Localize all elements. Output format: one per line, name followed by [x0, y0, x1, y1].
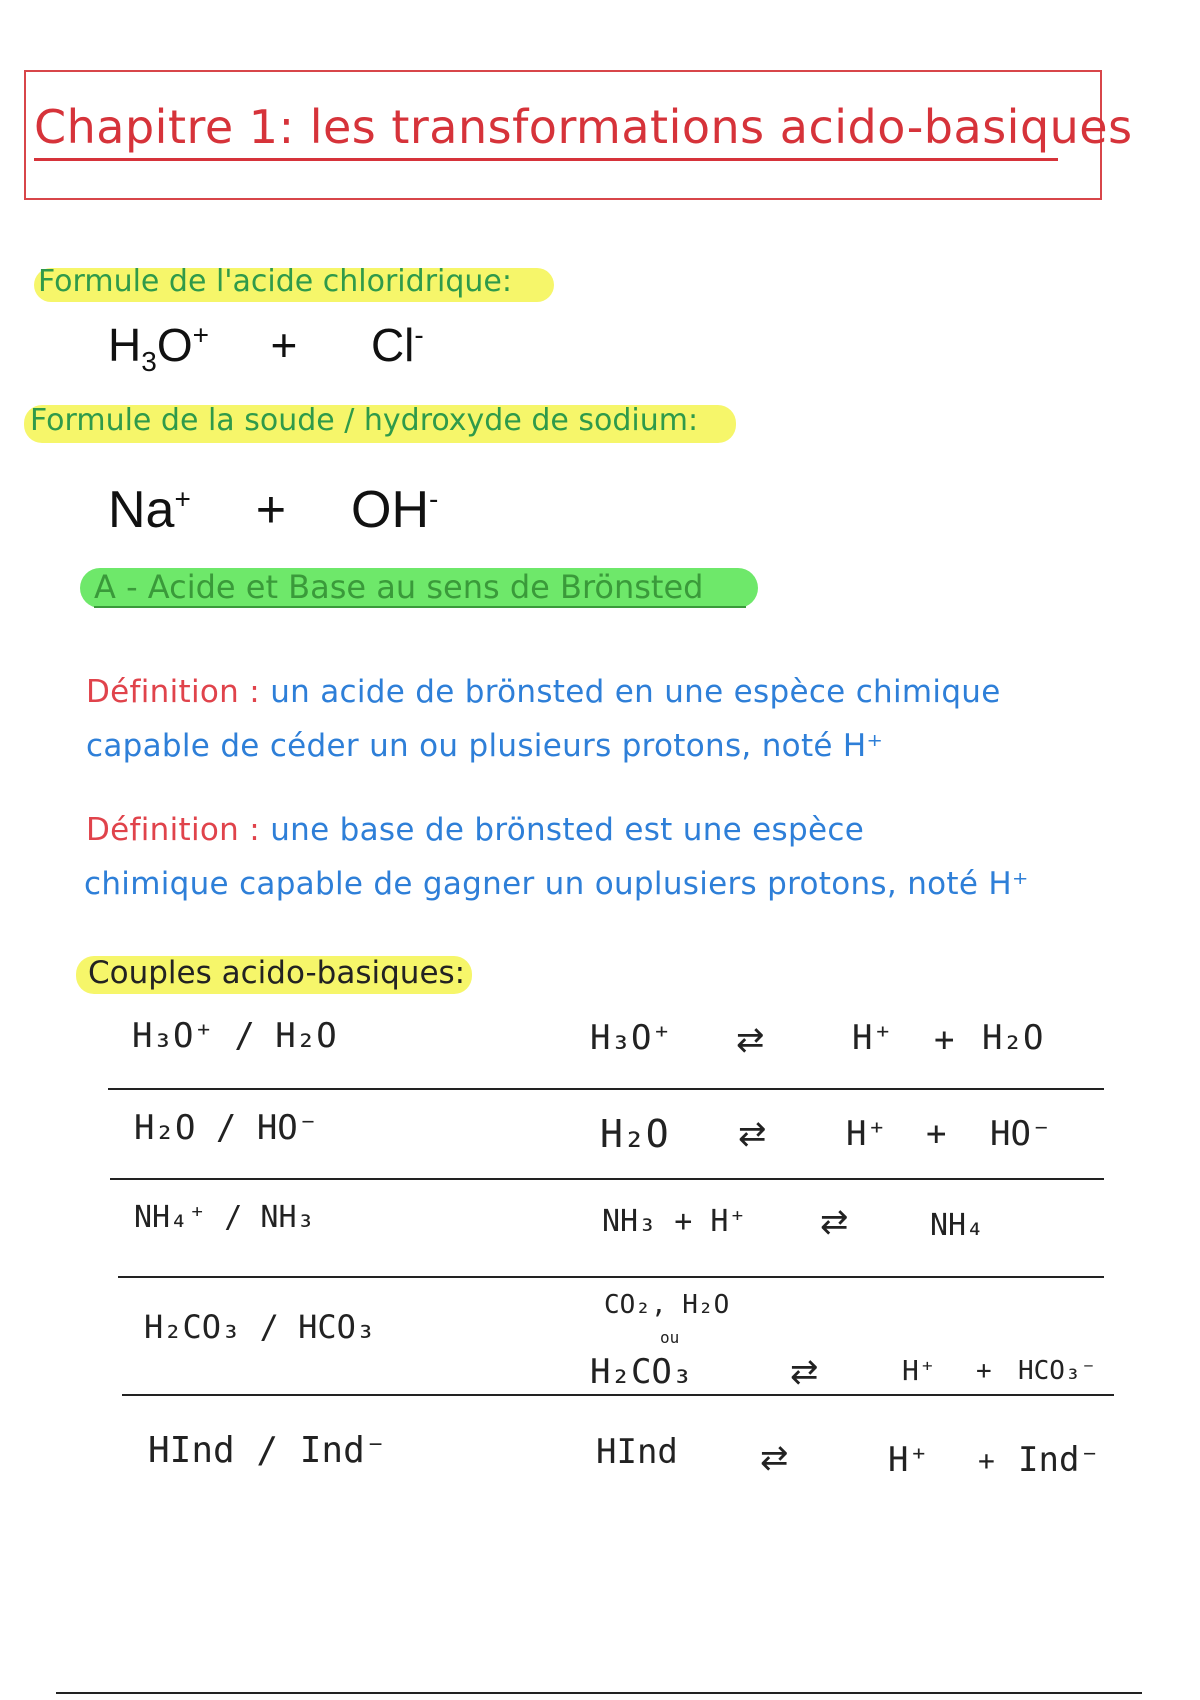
section-a-underline: [94, 606, 746, 608]
row-divider-1: [108, 1088, 1104, 1090]
couple-2: H₂O / HO⁻: [134, 1108, 319, 1148]
equilibrium-arrow-icon: ⇄: [820, 1202, 849, 1242]
soude-ion2: OH: [351, 481, 430, 539]
reaction-4-left-or: ou: [660, 1328, 680, 1347]
reaction-2-right-1: H⁺: [846, 1114, 887, 1154]
reaction-1-left: H₃O⁺: [590, 1018, 672, 1058]
definition-1-sep: :: [249, 674, 261, 710]
reaction-3-left: NH₃ + H⁺: [602, 1204, 747, 1239]
section-a-heading: A - Acide et Base au sens de Brönsted: [94, 568, 704, 606]
definition-2-label: Définition: [86, 812, 240, 848]
reaction-5-plus: +: [978, 1444, 995, 1477]
reaction-4-plus: +: [976, 1356, 992, 1386]
equilibrium-arrow-icon: ⇄: [736, 1020, 765, 1060]
row-divider-2: [110, 1178, 1104, 1180]
definition-2-sep: :: [249, 812, 261, 848]
equilibrium-arrow-icon: ⇄: [790, 1352, 819, 1392]
reaction-5-right-2: Ind⁻: [1018, 1440, 1100, 1480]
reaction-5-left: HInd: [596, 1432, 678, 1472]
row-divider-4: [122, 1394, 1114, 1396]
reaction-4-right-1: H⁺: [902, 1354, 936, 1387]
soude-plus: +: [255, 481, 287, 539]
reaction-4-left-top: CO₂, H₂O: [604, 1290, 730, 1320]
hcl-ion1-sub: 3: [141, 346, 157, 378]
hcl-ion1-sup: +: [192, 319, 209, 351]
title-underline: [34, 158, 1058, 161]
couple-1: H₃O⁺ / H₂O: [132, 1016, 337, 1056]
soude-formula: [108, 480, 438, 540]
definition-1-text-1: un acide de brönsted en une espèce chimique: [270, 674, 1001, 710]
page-bottom-rule: [56, 1692, 1142, 1694]
equilibrium-arrow-icon: ⇄: [760, 1438, 789, 1478]
reaction-3-right-1: NH₄: [930, 1208, 985, 1243]
couple-5: HInd / Ind⁻: [148, 1430, 387, 1471]
equilibrium-arrow-icon: ⇄: [738, 1114, 767, 1154]
hcl-formula: [108, 318, 424, 378]
hcl-label: Formule de l'acide chloridrique:: [38, 264, 512, 299]
definition-1-text-2: capable de céder un ou plusieurs protons, noté H⁺: [86, 728, 884, 764]
soude-ion1-sup: +: [174, 483, 191, 515]
reaction-4-left: H₂CO₃: [590, 1352, 693, 1392]
definition-1-line-1: [86, 674, 1001, 710]
soude-label: Formule de la soude / hydroxyde de sodium:: [30, 403, 699, 438]
hcl-plus: +: [270, 319, 298, 371]
definition-2-line-1: [86, 812, 864, 848]
definition-1-label: Définition: [86, 674, 240, 710]
reaction-2-left: H₂O: [600, 1112, 669, 1156]
definition-2-text-2: chimique capable de gagner un ouplusiers protons, noté H⁺: [84, 866, 1029, 902]
hcl-ion1: H: [108, 319, 142, 371]
row-divider-3: [118, 1276, 1104, 1278]
soude-ion1: Na: [108, 481, 175, 539]
couple-3: NH₄⁺ / NH₃: [134, 1200, 315, 1235]
page-title: Chapitre 1: les transformations acido-basiques: [34, 100, 1133, 154]
reaction-5-right-1: H⁺: [888, 1440, 929, 1480]
definition-2-text-1: une base de brönsted est une espèce: [270, 812, 865, 848]
reaction-1-right-1: H⁺: [852, 1018, 893, 1058]
couples-label: Couples acido-basiques:: [88, 955, 466, 991]
soude-ion2-sup: -: [429, 483, 439, 515]
couple-4: H₂CO₃ / HCO₃: [144, 1308, 376, 1346]
reaction-4-right-2: HCO₃⁻: [1018, 1356, 1097, 1386]
reaction-2-right-2: HO⁻: [990, 1114, 1052, 1154]
reaction-1-plus: +: [934, 1020, 955, 1060]
hcl-ion2: Cl: [370, 319, 415, 371]
hcl-ion2-sup: -: [414, 319, 424, 351]
hcl-ion1-rest: O: [156, 319, 193, 371]
reaction-1-right-2: H₂O: [982, 1018, 1044, 1058]
reaction-2-plus: +: [926, 1114, 947, 1154]
